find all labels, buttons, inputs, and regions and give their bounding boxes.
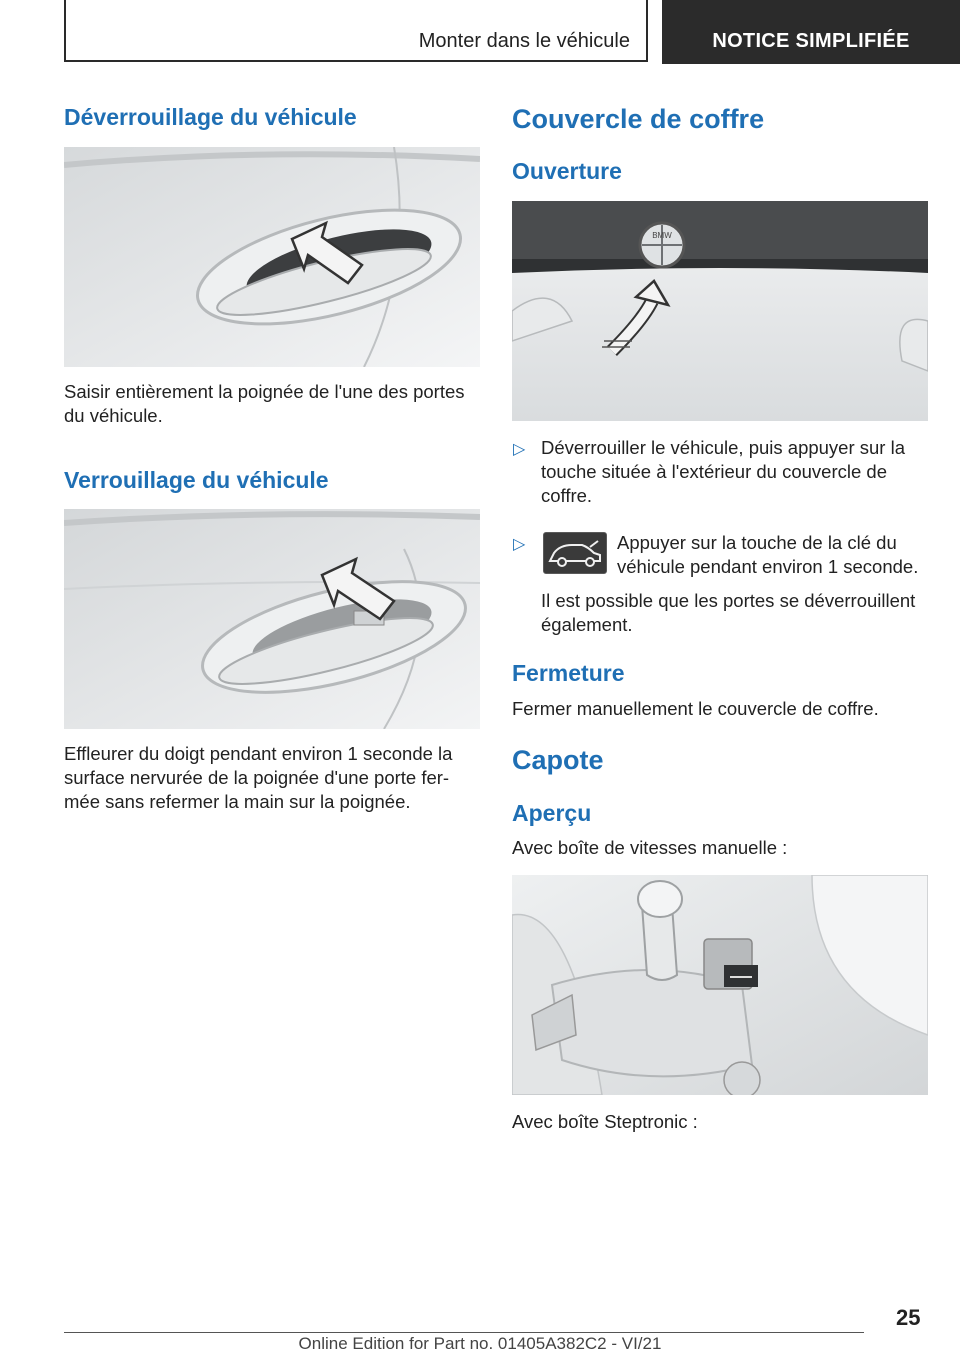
car-trunk-key-icon — [543, 532, 607, 574]
trunk-heading: Couvercle de coffre — [512, 104, 765, 134]
bullet-marker-2: ▷ — [513, 536, 526, 553]
page-number: 25 — [896, 1305, 921, 1330]
opening-heading: Ouverture — [512, 158, 622, 184]
steptronic-text: Avec boîte Steptronic : — [512, 1111, 698, 1132]
header-section-title: Monter dans le véhicule — [418, 30, 630, 52]
footer-rule — [64, 1332, 864, 1333]
header-tab — [662, 0, 960, 64]
unlock-heading: Déverrouillage du véhicule — [64, 104, 357, 130]
footer-edition-text: Online Edition for Part no. 01405A382C2 - VI/21 — [298, 1334, 662, 1353]
badge-letters: BMW — [652, 231, 672, 240]
bullet-marker-1: ▷ — [513, 441, 526, 458]
roof-heading: Capote — [512, 745, 604, 775]
manual-gearbox-text: Avec boîte de vitesses manuelle : — [512, 837, 788, 858]
trunk-button-image — [512, 201, 928, 421]
header-tab-label: NOTICE SIMPLIFIÉE — [712, 30, 910, 52]
unlock-text: Saisir entièrement la poignée de l'une des portes du véhicule. — [64, 381, 465, 426]
overview-heading: Aperçu — [512, 800, 592, 826]
door-handle-lock-image — [64, 509, 480, 729]
bullet-2-text: Appuyer sur la touche de la clé du véhicule pendant environ 1 seconde. — [617, 532, 919, 577]
bullet-2-note: Il est possible que les portes se déverrouillent également. — [541, 590, 916, 635]
closing-heading: Fermeture — [512, 660, 625, 686]
closing-text: Fermer manuellement le couvercle de coffre. — [512, 698, 879, 719]
door-handle-unlock-image — [64, 147, 480, 367]
gear-console-image — [512, 875, 928, 1095]
lock-text: Effleurer du doigt pendant environ 1 seconde la surface nervurée de la poignée d'une porte fer- mée sans refermer la main sur la poignée. — [64, 743, 453, 812]
lock-heading: Verrouillage du véhicule — [64, 467, 329, 493]
bullet-1-text: Déverrouiller le véhicule, puis appuyer sur la touche située à l'extérieur du couvercle de coffre. — [541, 437, 906, 506]
